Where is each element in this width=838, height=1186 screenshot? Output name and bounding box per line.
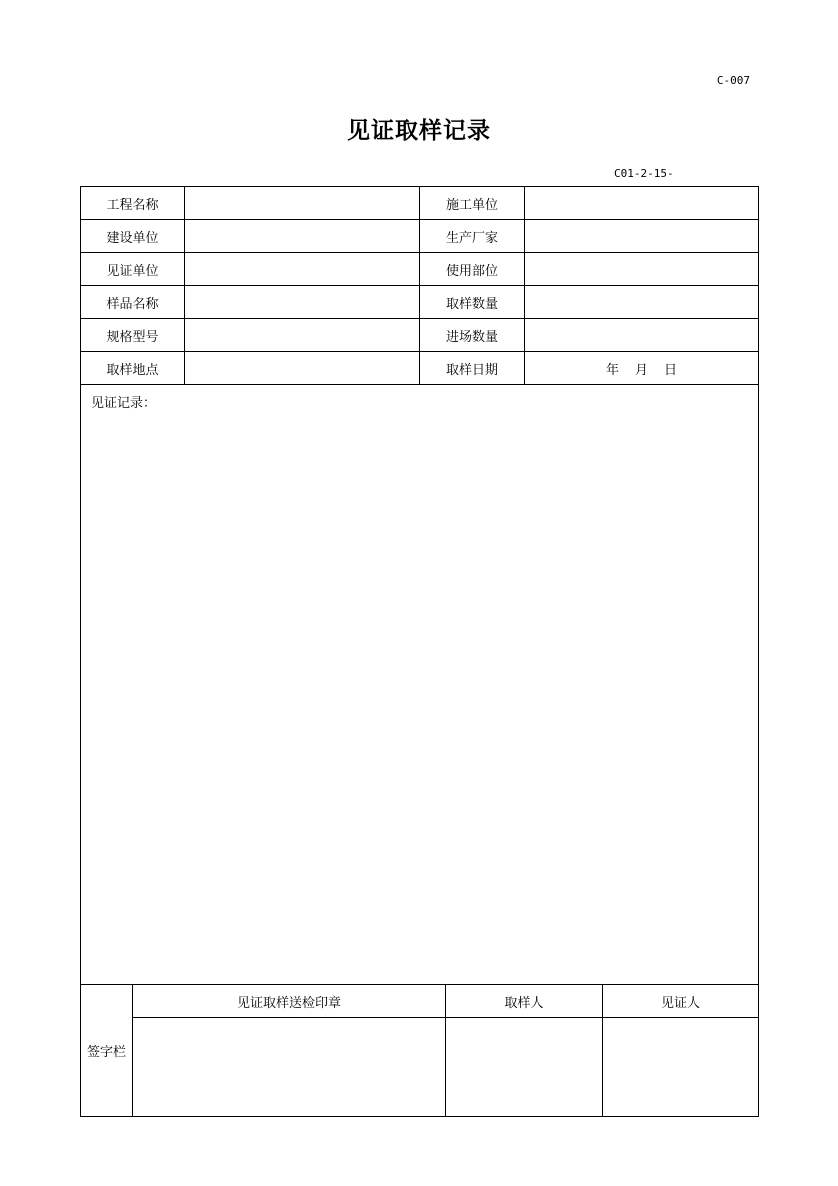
- project-name-field[interactable]: [185, 187, 419, 219]
- label-entry-quantity: 进场数量: [445, 329, 498, 345]
- date-month-label: 月: [634, 362, 648, 378]
- spec-model-field[interactable]: [185, 319, 419, 351]
- label-usage-location: 使用部位: [445, 263, 498, 279]
- label-sample-name: 样品名称: [106, 296, 159, 312]
- label-developer: 建设单位: [106, 230, 159, 246]
- sample-quantity-field[interactable]: [525, 286, 758, 318]
- construction-unit-field[interactable]: [525, 187, 758, 219]
- entry-quantity-field[interactable]: [525, 319, 758, 351]
- label-sample-quantity: 取样数量: [445, 296, 498, 312]
- usage-location-field[interactable]: [525, 253, 758, 285]
- label-sampling-location: 取样地点: [106, 362, 159, 378]
- witness-unit-field[interactable]: [185, 253, 419, 285]
- sample-name-field[interactable]: [185, 286, 419, 318]
- sampler-signature-area[interactable]: [446, 1018, 602, 1116]
- sampler-column-header: 取样人: [504, 995, 544, 1011]
- witness-signature-area[interactable]: [603, 1018, 758, 1116]
- label-project-name: 工程名称: [106, 197, 159, 213]
- label-witness-unit: 见证单位: [106, 263, 159, 279]
- label-manufacturer: 生产厂家: [445, 230, 498, 246]
- witness-notes-label: 见证记录：: [91, 396, 157, 411]
- date-day-label: 日: [664, 362, 678, 378]
- sampling-location-field[interactable]: [185, 352, 419, 384]
- manufacturer-field[interactable]: [525, 220, 758, 252]
- stamp-column-header: 见证取样送检印章: [236, 995, 341, 1011]
- label-sampling-date: 取样日期: [445, 362, 498, 378]
- witness-column-header: 见证人: [660, 995, 700, 1011]
- form-code: C-007: [716, 74, 750, 87]
- stamp-signature-area[interactable]: [133, 1018, 445, 1116]
- sampling-date-field[interactable]: [525, 352, 758, 384]
- signature-section-label: 签字栏: [86, 1045, 126, 1060]
- witness-notes-field[interactable]: [82, 411, 758, 983]
- record-form-table: [80, 186, 759, 1117]
- record-number: C01-2-15-: [614, 167, 674, 180]
- label-construction-unit: 施工单位: [445, 197, 498, 213]
- date-year-label: 年: [605, 362, 619, 378]
- developer-field[interactable]: [185, 220, 419, 252]
- label-spec-model: 规格型号: [106, 329, 159, 345]
- row-divider: [81, 384, 758, 385]
- page-title: 见证取样记录: [347, 118, 491, 144]
